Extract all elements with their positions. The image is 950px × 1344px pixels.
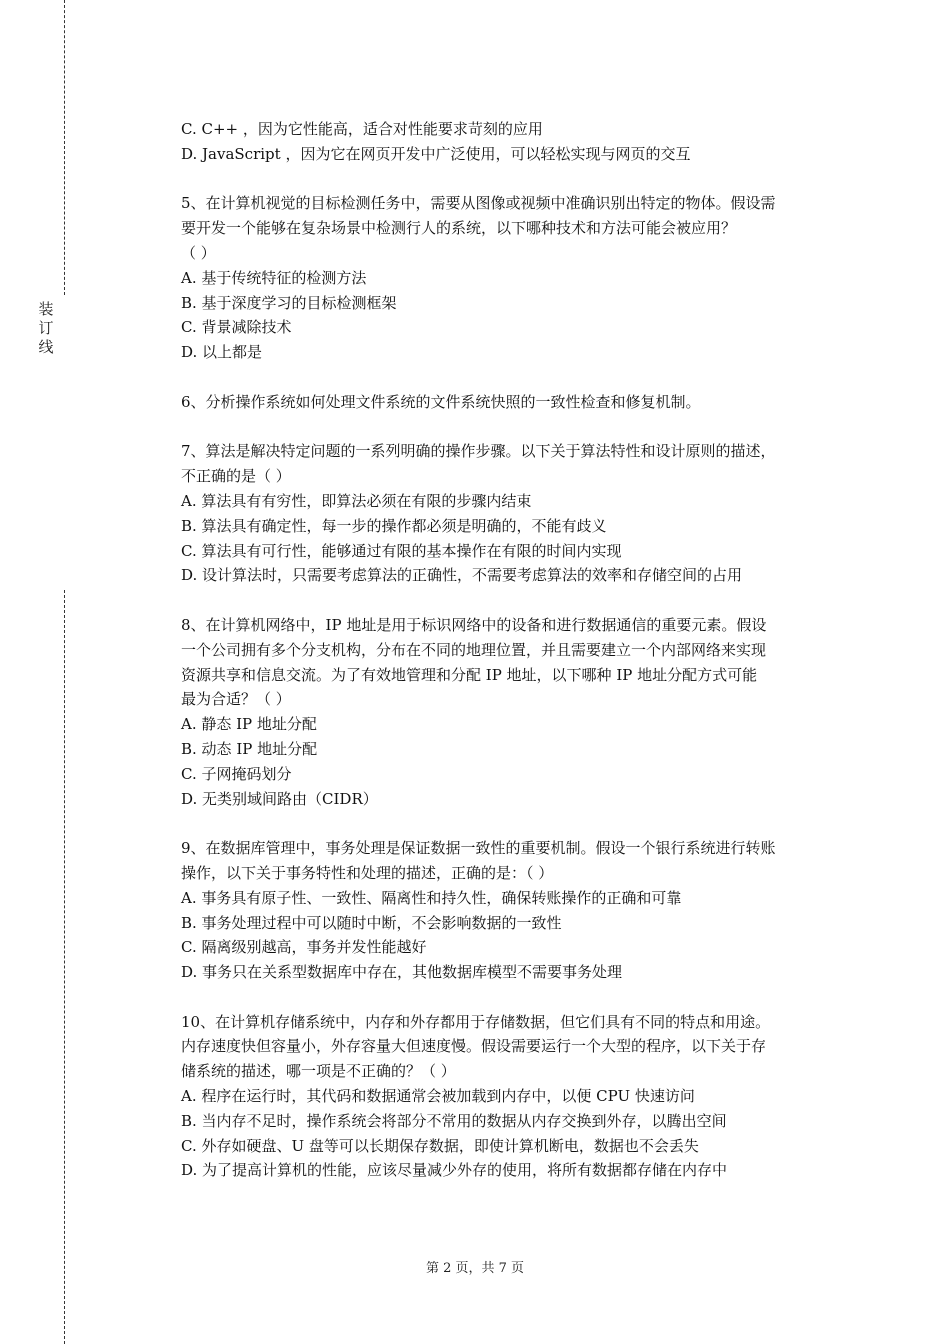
question-8-option-c: C. 子网掩码划分 <box>181 764 292 783</box>
question-5-stem: （ ） <box>181 243 216 262</box>
question-4-option-d: D. JavaScript ，因为它在网页开发中广泛使用，可以轻松实现与网页的交互 <box>181 144 691 163</box>
question-10-option-c: C. 外存如硬盘、U 盘等可以长期保存数据，即使计算机断电，数据也不会丢失 <box>181 1136 699 1155</box>
question-6-stem: 6、分析操作系统如何处理文件系统的文件系统快照的一致性检查和修复机制。 <box>181 392 701 411</box>
binding-label-char: 线 <box>38 338 54 356</box>
binding-label-char: 订 <box>38 319 54 337</box>
question-8-stem: 资源共享和信息交流。为了有效地管理和分配 IP 地址，以下哪种 IP 地址分配方式可能 <box>181 665 758 684</box>
question-5-option-d: D. 以上都是 <box>181 343 263 362</box>
question-8-stem: 最为合适？（ ） <box>181 690 291 709</box>
question-7-option-d: D. 设计算法时，只需要考虑算法的正确性，不需要考虑算法的效率和存储空间的占用 <box>181 566 743 585</box>
question-5-stem: 要开发一个能够在复杂场景中检测行人的系统，以下哪种技术和方法可能会被应用？ <box>181 219 737 238</box>
question-7-stem: 不正确的是（ ） <box>181 467 291 486</box>
question-5-stem: 5、在计算机视觉的目标检测任务中，需要从图像或视频中准确识别出特定的物体。假设需 <box>181 194 776 213</box>
question-8-option-a: A. 静态 IP 地址分配 <box>181 715 317 734</box>
question-8-option-d: D. 无类别域间路由（CIDR） <box>181 789 378 808</box>
question-8-option-b: B. 动态 IP 地址分配 <box>181 739 318 758</box>
question-10-option-a: A. 程序在运行时，其代码和数据通常会被加载到内存中，以便 CPU 快速访问 <box>181 1087 695 1106</box>
question-10-stem: 内存速度快但容量小，外存容量大但速度慢。假设需要运行一个大型的程序，以下关于存 <box>181 1037 767 1056</box>
page-footer: 第 2 页，共 7 页 <box>425 1261 525 1276</box>
question-7-stem: 7、算法是解决特定问题的一系列明确的操作步骤。以下关于算法特性和设计原则的描述， <box>181 442 776 461</box>
question-9-stem: 操作，以下关于事务特性和处理的描述，正确的是：（ ） <box>181 863 554 882</box>
question-4-option-c: C. C++ ，因为它性能高，适合对性能要求苛刻的应用 <box>181 120 543 138</box>
question-9-option-c: C. 隔离级别越高，事务并发性能越好 <box>181 938 427 957</box>
question-5-option-a: A. 基于传统特征的检测方法 <box>181 268 367 287</box>
question-9-option-b: B. 事务处理过程中可以随时中断，不会影响数据的一致性 <box>181 913 562 932</box>
binding-dashed-line-top <box>64 0 65 295</box>
question-7-option-c: C. 算法具有可行性，能够通过有限的基本操作在有限的时间内实现 <box>181 541 622 560</box>
question-10-stem: 储系统的描述，哪一项是不正确的？（ ） <box>181 1062 456 1081</box>
binding-label-char: 装 <box>38 300 54 318</box>
question-5-option-c: C. 背景减除技术 <box>181 318 292 337</box>
question-9-option-a: A. 事务具有原子性、一致性、隔离性和持久性，确保转账操作的正确和可靠 <box>181 888 682 907</box>
question-8-stem: 8、在计算机网络中，IP 地址是用于标识网络中的设备和进行数据通信的重要元素。假设 <box>181 615 767 634</box>
question-10-option-b: B. 当内存不足时，操作系统会将部分不常用的数据从内存交换到外存，以腾出空间 <box>181 1111 727 1130</box>
question-7-option-a: A. 算法具有有穷性，即算法必须在有限的步骤内结束 <box>181 491 532 510</box>
question-8-stem: 一个公司拥有多个分支机构，分布在不同的地理位置，并且需要建立一个内部网络来实现 <box>181 640 767 659</box>
question-7-option-b: B. 算法具有确定性，每一步的操作都必须是明确的，不能有歧义 <box>181 516 607 535</box>
question-10-stem: 10、在计算机存储系统中，内存和外存都用于存储数据，但它们具有不同的特点和用途。 <box>181 1012 771 1031</box>
question-9-option-d: D. 事务只在关系型数据库中存在，其他数据库模型不需要事务处理 <box>181 963 623 982</box>
exam-content <box>181 117 841 1183</box>
binding-dashed-line-bottom <box>64 590 65 1344</box>
binding-label <box>36 300 56 357</box>
question-5-option-b: B. 基于深度学习的目标检测框架 <box>181 293 397 312</box>
question-9-stem: 9、在数据库管理中，事务处理是保证数据一致性的重要机制。假设一个银行系统进行转账 <box>181 839 776 858</box>
question-10-option-d: D. 为了提高计算机的性能，应该尽量减少外存的使用，将所有数据都存储在内存中 <box>181 1161 728 1180</box>
